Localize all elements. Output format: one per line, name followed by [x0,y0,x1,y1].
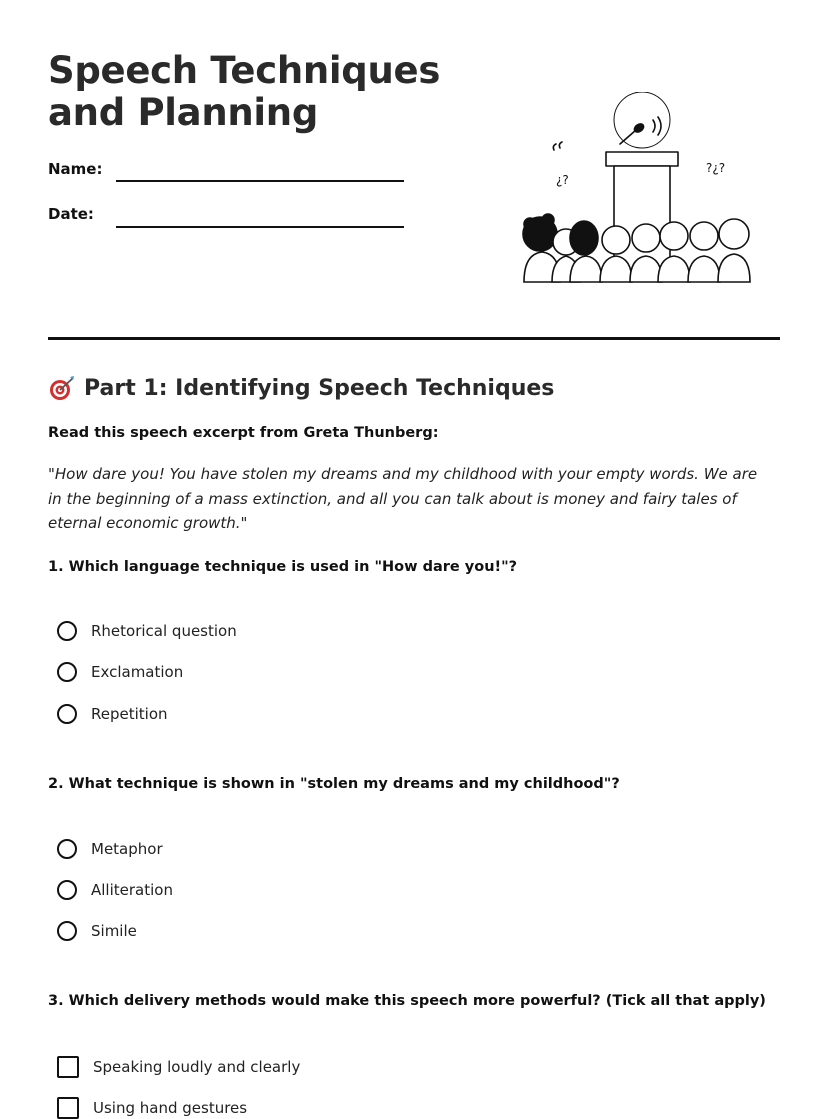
option-label: Speaking loudly and clearly [93,1058,301,1076]
date-field[interactable] [116,226,404,228]
option-simile[interactable] [57,921,137,941]
question-2: 2. What technique is shown in "stolen my dreams and my childhood"? [48,776,620,792]
option-label: Simile [91,922,137,940]
radio-button[interactable] [57,704,77,724]
date-label: Date: [48,205,94,223]
option-label: Rhetorical question [91,622,237,640]
svg-text:¿?: ¿? [556,173,569,187]
worksheet-title: Speech Techniques and Planning [48,49,441,134]
radio-button[interactable] [57,839,77,859]
option-label: Alliteration [91,881,173,899]
option-speaking-loudly[interactable] [57,1056,300,1078]
name-field[interactable] [116,180,404,182]
svg-text:?¿?: ?¿? [706,161,726,175]
part1-heading-text: Part 1: Identifying Speech Techniques [84,375,555,401]
option-alliteration[interactable] [57,880,173,900]
speaker-at-podium-illustration [518,92,758,284]
option-metaphor[interactable] [57,839,163,859]
section-divider [48,337,780,340]
checkbox[interactable] [57,1056,79,1078]
radio-button[interactable] [57,880,77,900]
radio-button[interactable] [57,621,77,641]
option-exclamation[interactable] [57,662,183,682]
question-3: 3. Which delivery methods would make this speech more powerful? (Tick all that apply) [48,993,766,1009]
option-label: Using hand gestures [93,1099,248,1117]
option-label: Repetition [91,705,168,723]
option-label: Exclamation [91,663,184,681]
option-repetition[interactable] [57,704,168,724]
option-hand-gestures[interactable] [57,1097,247,1119]
speech-quote: "How dare you! You have stolen my dreams and my childhood with your empty words. We are in the beginning of a mass extinction, and all you can talk about is money and fairy tales of eternal economic growth." [48,465,758,532]
radio-button[interactable] [57,921,77,941]
name-label: Name: [48,160,103,178]
part1-heading [48,374,554,402]
target-icon [48,374,76,402]
radio-button[interactable] [57,662,77,682]
checkbox[interactable] [57,1097,79,1119]
question-1: 1. Which language technique is used in "How dare you!"? [48,559,518,575]
option-rhetorical-question[interactable] [57,621,237,641]
quote-intro: Read this speech excerpt from Greta Thunberg: [48,425,439,441]
option-label: Metaphor [91,840,163,858]
